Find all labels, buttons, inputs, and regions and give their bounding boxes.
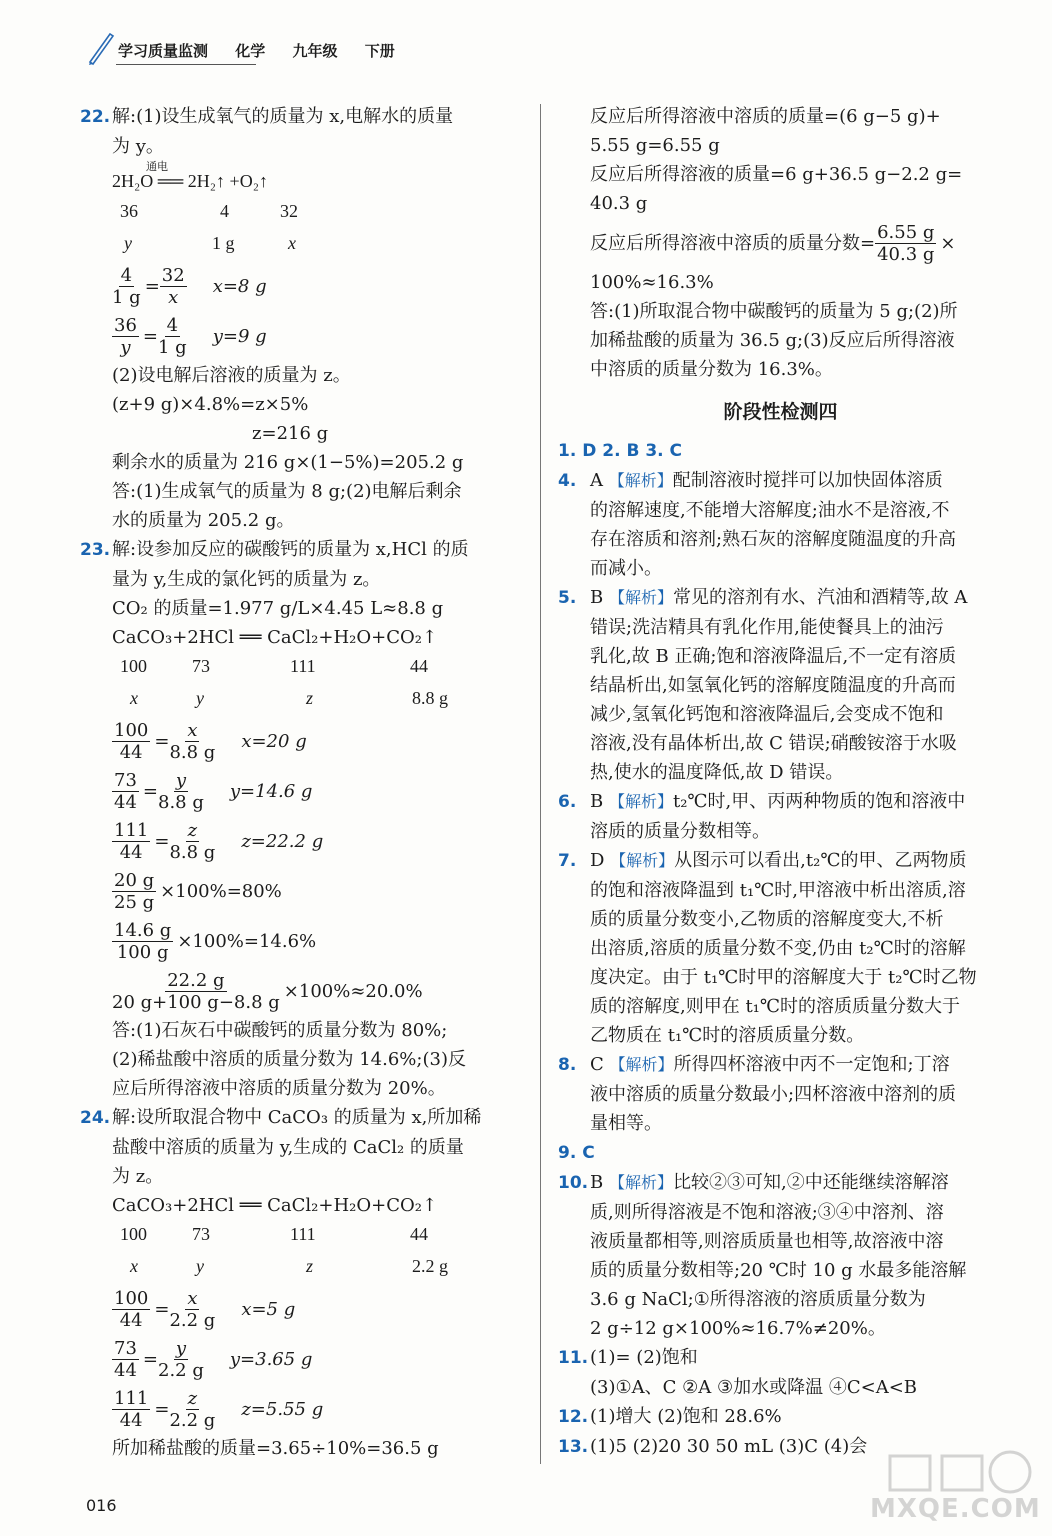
answer-5-line-3: 乳化,故 B 正确;饱和溶液降温后,不一定有溶质 xyxy=(590,646,957,667)
answer-10-line-4: 质的质量分数相等;20 ℃时 10 g 水最多能溶解 xyxy=(590,1260,967,1281)
q24-cont-line-4: 40.3 g xyxy=(590,193,648,214)
answer-12: 12. (1)增大 (2)饱和 28.6% xyxy=(558,1406,782,1427)
answer-13: 13. (1)5 (2)20 30 50 mL (3)C (4)会 xyxy=(558,1436,868,1457)
q24-cont-answer-2: 加稀盐酸的质量为 36.5 g;(3)反应后所得溶液 xyxy=(590,330,955,351)
q22-ratio-2: $\frac{36}{y}$ = $\frac{4}{1 g}$ y=9 g xyxy=(114,314,267,358)
q23-answer-1: 答:(1)石灰石中碳酸钙的质量分数为 80%; xyxy=(112,1020,448,1041)
q23-percent-3: $\frac{22.2 g}{20 g+100 g-8.8 g}$ ×100%≈20.0% xyxy=(112,969,423,1013)
answer-11: 11. (1)= (2)饱和 xyxy=(558,1347,698,1368)
q22-line-4: (z+9 g)×4.8%=z×5% xyxy=(112,394,309,415)
column-divider xyxy=(540,104,541,1464)
answers-1-3: 1. D 2. B 3. C xyxy=(558,441,682,461)
q24-ratio-1: $\frac{100}{44}$ = $\frac{x}{2.2 g}$ x=5 g xyxy=(114,1287,296,1331)
page-number: 016 xyxy=(86,1496,117,1515)
q23-line-1: 23. 解:设参加反应的碳酸钙的质量为 x,HCl 的质 xyxy=(80,535,530,565)
q23-ratio-2: $\frac{73}{44}$ = $\frac{y}{8.8 g}$ y=14.6 g xyxy=(114,769,313,813)
answer-10-line-6: 2 g÷12 g×100%≈16.7%≠20%。 xyxy=(590,1318,886,1339)
left-column xyxy=(80,102,530,1463)
q24-cont-answer-1: 答:(1)所取混合物中碳酸钙的质量为 5 g;(2)所 xyxy=(590,301,958,322)
pen-icon xyxy=(86,30,116,66)
q24-ratio-2: $\frac{73}{44}$ = $\frac{y}{2.2 g}$ y=3.65 g xyxy=(114,1337,313,1381)
header-volume: 下册 xyxy=(364,42,395,60)
answer-7-line-5: 度决定。由于 t₁℃时甲的溶解度大于 t₂℃时乙物 xyxy=(590,967,977,988)
answer-4-line-4: 而减小。 xyxy=(590,558,662,579)
answer-7-line-2: 的饱和溶液降温到 t₁℃时,甲溶液中析出溶质,溶 xyxy=(590,880,966,901)
q24-masses: 100 73 111 44 xyxy=(120,1224,428,1244)
answer-11-line-2: (3)①A、C ②A ③加水或降温 ④C<A<B xyxy=(590,1377,918,1398)
header-underline xyxy=(116,64,256,65)
q24-number: 24. xyxy=(80,1108,111,1128)
q24-line-1: 24. 解:设所取混合物中 CaCO₃ 的质量为 x,所加稀 xyxy=(80,1103,530,1133)
q22-condition: 通电 xyxy=(146,161,168,173)
q22-equation: 通电 2H₂O ══ 2H₂↑ +O₂↑ xyxy=(80,161,530,197)
q23-equation: CaCO₃+2HCl ══ CaCl₂+H₂O+CO₂↑ xyxy=(112,627,438,648)
answer-4: 4. A 【解析】配制溶液时搅拌可以加快固体溶质 xyxy=(558,470,943,491)
q22-masses: 36 4 32 xyxy=(120,201,298,221)
header-book: 学习质量监测 xyxy=(118,42,209,60)
answer-8-line-2: 液中溶质的质量分数最小;四杯溶液中溶剂的质 xyxy=(590,1084,957,1105)
q23-line-3: CO₂ 的质量=1.977 g/L×4.45 L≈8.8 g xyxy=(112,598,444,619)
watermark-emblem-icon xyxy=(870,1446,1040,1496)
q22-answer-1: 答:(1)生成氧气的质量为 8 g;(2)电解后剩余 xyxy=(112,481,462,502)
q22-number: 22. xyxy=(80,107,111,127)
q22-answer-2: 水的质量为 205.2 g。 xyxy=(112,510,295,531)
q23-answer-3: 应后所得溶液中溶质的质量分数为 20%。 xyxy=(112,1078,446,1099)
answer-6: 6. B 【解析】t₂℃时,甲、丙两种物质的饱和溶液中 xyxy=(558,791,966,812)
answer-5-line-6: 溶液,没有晶体析出,故 C 错误;硝酸铵溶于水吸 xyxy=(590,733,957,754)
answer-8: 8. C 【解析】所得四杯溶液中丙不一定饱和;丁溶 xyxy=(558,1054,950,1075)
q22-ratio-1: $\frac{4}{1 g}$ = $\frac{32}{x}$ x=8 g xyxy=(112,264,267,308)
q22-line-5: z=216 g xyxy=(252,423,329,444)
answer-5-line-4: 结晶析出,如氢氧化钙的溶解度随温度的升高而 xyxy=(590,675,956,696)
answer-10-line-5: 3.6 g NaCl;①所得溶液的溶质质量分数为 xyxy=(590,1289,926,1310)
answer-7: 7. D 【解析】从图示可以看出,t₂℃的甲、乙两物质 xyxy=(558,850,967,871)
q23-percent-2: $\frac{14.6 g}{100 g}$ ×100%=14.6% xyxy=(114,919,317,963)
answer-10: 10. B 【解析】比较②③可知,②中还能继续溶解溶 xyxy=(558,1172,949,1193)
q24-ratio-3: $\frac{111}{44}$ = $\frac{z}{2.2 g}$ z=5.55 g xyxy=(114,1387,324,1431)
header-text xyxy=(118,40,417,61)
answer-9: 9. C xyxy=(558,1143,595,1163)
q22-line-2: 为 y。 xyxy=(112,136,164,157)
q24-cont-line-6: 100%≈16.3% xyxy=(590,272,714,293)
q24-cont-line-2: 5.55 g=6.55 g xyxy=(590,135,720,156)
q24-vars: x y z 2.2 g xyxy=(130,1256,448,1276)
watermark-text: MXQE.COM xyxy=(870,1494,1041,1524)
section-title: 阶段性检测四 xyxy=(723,401,838,423)
answer-5-line-2: 错误;洗洁精具有乳化作用,能使餐具上的油污 xyxy=(590,617,944,638)
answer-6-line-2: 溶质的质量分数相等。 xyxy=(590,821,770,842)
answer-7-line-6: 质的溶解度,则甲在 t₁℃时的溶质质量分数大于 xyxy=(590,996,961,1017)
answer-5: 5. B 【解析】常见的溶剂有水、汽油和酒精等,故 A xyxy=(558,587,968,608)
q22-line-1: 22. 解:(1)设生成氧气的质量为 x,电解水的质量 xyxy=(80,102,530,132)
q23-ratio-3: $\frac{111}{44}$ = $\frac{z}{8.8 g}$ z=22.2 g xyxy=(114,819,324,863)
answer-4-line-3: 存在溶质和溶剂;熟石灰的溶解度随温度的升高 xyxy=(590,529,957,550)
q24-line-4: 所加稀盐酸的质量=3.65÷10%=36.5 g xyxy=(112,1438,439,1459)
q24-cont-line-3: 反应后所得溶液的质量=6 g+36.5 g−2.2 g= xyxy=(590,164,963,185)
answer-4-line-2: 的溶解速度,不能增大溶解度;油水不是溶液,不 xyxy=(590,500,950,521)
answer-8-line-3: 量相等。 xyxy=(590,1113,662,1134)
answer-7-line-7: 乙物质在 t₁℃时的溶质质量分数。 xyxy=(590,1025,865,1046)
q23-answer-2: (2)稀盐酸中溶质的质量分数为 14.6%;(3)反 xyxy=(112,1049,466,1070)
q22-line-3: (2)设电解后溶液的质量为 z。 xyxy=(112,365,351,386)
page-header xyxy=(86,30,526,74)
answer-5-line-7: 热,使水的温度降低,故 D 错误。 xyxy=(590,762,844,783)
q22-line-6: 剩余水的质量为 216 g×(1−5%)=205.2 g xyxy=(112,452,464,473)
q23-masses: 100 73 111 44 xyxy=(120,656,428,676)
answer-7-line-4: 出溶质,溶质的质量分数不变,仍由 t₂℃时的溶解 xyxy=(590,938,966,959)
q24-line-3: 为 z。 xyxy=(112,1166,164,1187)
q24-cont-line-1: 反应后所得溶液中溶质的质量=(6 g−5 g)+ xyxy=(590,106,941,127)
q23-vars: x y z 8.8 g xyxy=(130,688,448,708)
q22-vars: y 1 g x xyxy=(124,233,296,253)
q24-line-2: 盐酸中溶质的质量为 y,生成的 CaCl₂ 的质量 xyxy=(112,1137,464,1158)
header-grade: 九年级 xyxy=(292,42,338,60)
right-column xyxy=(558,102,1003,1462)
answer-7-line-3: 质的质量分数变小,乙物质的溶解度变大,不析 xyxy=(590,909,944,930)
answer-10-line-2: 质,则所得溶液是不饱和溶液;③④中溶剂、溶 xyxy=(590,1202,944,1223)
q23-percent-1: $\frac{20 g}{25 g}$ ×100%=80% xyxy=(114,869,282,913)
q24-cont-fraction: 反应后所得溶液中溶质的质量分数= $\frac{6.55 g}{40.3 g}$ × xyxy=(590,221,956,265)
q24-equation: CaCO₃+2HCl ══ CaCl₂+H₂O+CO₂↑ xyxy=(112,1195,438,1216)
watermark-logo xyxy=(870,1446,1040,1530)
q23-ratio-1: $\frac{100}{44}$ = $\frac{x}{8.8 g}$ x=20 g xyxy=(114,719,307,763)
header-subject: 化学 xyxy=(235,42,266,60)
answer-5-line-5: 减少,氢氧化钙饱和溶液降温后,会变成不饱和 xyxy=(590,704,944,725)
q23-line-2: 量为 y,生成的氯化钙的质量为 z。 xyxy=(112,569,381,590)
q24-cont-answer-3: 中溶质的质量分数为 16.3%。 xyxy=(590,359,833,380)
q23-number: 23. xyxy=(80,540,111,560)
answer-10-line-3: 液质量都相等,则溶质质量也相等,故溶液中溶 xyxy=(590,1231,944,1252)
